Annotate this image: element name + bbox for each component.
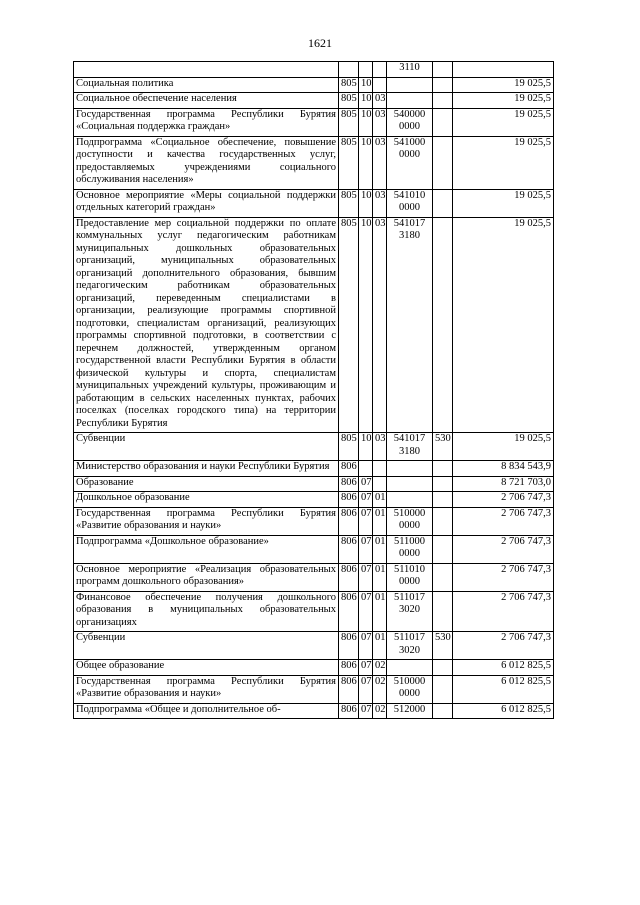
ministry-code-cell: 806 [339,507,359,535]
target-article-cell: 510000 0000 [387,675,433,703]
section-code-cell: 10 [359,217,373,433]
row-name-cell: Государственная программа Республики Бурятия «Развитие образования и науки» [74,675,339,703]
row-name-cell: Основное мероприятие «Меры социальной поддержки отдельных категорий граждан» [74,189,339,217]
row-name-cell: Образование [74,476,339,492]
table-row [74,93,554,109]
expense-type-cell [433,563,453,591]
subsection-code-cell: 01 [373,563,387,591]
subsection-code-cell: 02 [373,660,387,676]
ministry-code-cell: 806 [339,535,359,563]
subsection-code-cell: 02 [373,703,387,719]
target-article-cell: 541000 0000 [387,136,433,189]
section-code-cell: 07 [359,591,373,632]
target-article-cell: 541010 0000 [387,189,433,217]
target-article-cell [387,476,433,492]
amount-cell: 8 834 543,9 [453,461,554,477]
subsection-code-cell [373,77,387,93]
expense-type-cell: 530 [433,632,453,660]
table-row [74,189,554,217]
table-row [74,433,554,461]
amount-cell: 19 025,5 [453,77,554,93]
section-code-cell: 10 [359,108,373,136]
amount-cell: 19 025,5 [453,217,554,433]
subsection-code-cell [373,62,387,78]
section-code-cell: 07 [359,675,373,703]
section-code-cell: 10 [359,433,373,461]
row-name-cell: Подпрограмма «Социальное обеспечение, повышение доступности и качества государственных услуг, предоставляемых учреждениями социального обслуживания населения» [74,136,339,189]
section-code-cell: 07 [359,507,373,535]
amount-cell: 8 721 703,0 [453,476,554,492]
amount-cell: 2 706 747,3 [453,632,554,660]
ministry-code-cell: 806 [339,476,359,492]
table-body [74,62,554,719]
row-name-cell [74,62,339,78]
subsection-code-cell: 03 [373,93,387,109]
amount-cell: 6 012 825,5 [453,660,554,676]
table-row [74,461,554,477]
target-article-cell: 541017 3180 [387,433,433,461]
subsection-code-cell: 01 [373,535,387,563]
subsection-code-cell [373,461,387,477]
row-name-cell: Основное мероприятие «Реализация образовательных программ дошкольного образования» [74,563,339,591]
expense-type-cell [433,703,453,719]
target-article-cell: 541017 3180 [387,217,433,433]
section-code-cell [359,461,373,477]
target-article-cell [387,492,433,508]
target-article-cell: 511017 3020 [387,632,433,660]
ministry-code-cell: 806 [339,492,359,508]
amount-cell: 2 706 747,3 [453,591,554,632]
section-code-cell: 07 [359,535,373,563]
expense-type-cell [433,217,453,433]
amount-cell [453,62,554,78]
section-code-cell: 10 [359,136,373,189]
section-code-cell [359,62,373,78]
target-article-cell [387,93,433,109]
expense-type-cell [433,507,453,535]
row-name-cell: Подпрограмма «Общее и дополнительное об- [74,703,339,719]
table-row [74,703,554,719]
section-code-cell: 10 [359,189,373,217]
table-row [74,476,554,492]
amount-cell: 6 012 825,5 [453,703,554,719]
target-article-cell: 511000 0000 [387,535,433,563]
table-row [74,632,554,660]
table-row [74,507,554,535]
budget-table [73,61,554,719]
ministry-code-cell: 805 [339,77,359,93]
row-name-cell: Социальная политика [74,77,339,93]
target-article-cell [387,461,433,477]
amount-cell: 19 025,5 [453,108,554,136]
expense-type-cell [433,492,453,508]
expense-type-cell [433,675,453,703]
target-article-cell: 540000 0000 [387,108,433,136]
expense-type-cell: 530 [433,433,453,461]
subsection-code-cell: 03 [373,108,387,136]
target-article-cell: 3110 [387,62,433,78]
subsection-code-cell [373,476,387,492]
row-name-cell: Государственная программа Республики Бурятия «Развитие образования и науки» [74,507,339,535]
ministry-code-cell: 806 [339,461,359,477]
page-number: 1621 [308,36,332,50]
table-row [74,675,554,703]
table-row [74,108,554,136]
table-row [74,563,554,591]
subsection-code-cell: 02 [373,675,387,703]
row-name-cell: Государственная программа Республики Бурятия «Социальная поддержка граждан» [74,108,339,136]
ministry-code-cell: 805 [339,217,359,433]
target-article-cell: 510000 0000 [387,507,433,535]
row-name-cell: Социальное обеспечение населения [74,93,339,109]
amount-cell: 2 706 747,3 [453,492,554,508]
amount-cell: 19 025,5 [453,433,554,461]
subsection-code-cell: 03 [373,217,387,433]
amount-cell: 2 706 747,3 [453,563,554,591]
ministry-code-cell: 805 [339,136,359,189]
expense-type-cell [433,660,453,676]
section-code-cell: 07 [359,703,373,719]
table-row [74,591,554,632]
ministry-code-cell: 805 [339,93,359,109]
expense-type-cell [433,93,453,109]
ministry-code-cell: 805 [339,108,359,136]
target-article-cell [387,77,433,93]
amount-cell: 19 025,5 [453,136,554,189]
target-article-cell: 512000 [387,703,433,719]
expense-type-cell [433,461,453,477]
expense-type-cell [433,62,453,78]
expense-type-cell [433,108,453,136]
expense-type-cell [433,189,453,217]
section-code-cell: 07 [359,632,373,660]
table-row [74,62,554,78]
target-article-cell: 511010 0000 [387,563,433,591]
table-row [74,77,554,93]
target-article-cell [387,660,433,676]
ministry-code-cell: 806 [339,563,359,591]
ministry-code-cell: 805 [339,433,359,461]
table-row [74,217,554,433]
expense-type-cell [433,77,453,93]
subsection-code-cell: 01 [373,492,387,508]
subsection-code-cell: 03 [373,136,387,189]
section-code-cell: 07 [359,563,373,591]
row-name-cell: Предоставление мер социальной поддержки по оплате коммунальных услуг педагогическим работникам муниципальных дошкольных образовательных организаций, муниципальных образовательных организаций дополнительного образования, бывшим педагогическим работникам образовательных организаций, переведенным специалистами в организации, реализующие программы спортивной подготовки, специалистам организаций, реализующих программы спортивной подготовки, в соответствии с перечнем должностей, утвержденным органом государственной власти Республики Бурятия в области физической культуры и спорта, специалистам муниципальных учреждений культуры, проживающим и работающим в сельских населенных пунктах, рабочих поселках (поселках городского типа) на территории Республики Бурятия [74,217,339,433]
section-code-cell: 10 [359,93,373,109]
ministry-code-cell: 806 [339,632,359,660]
row-name-cell: Субвенции [74,433,339,461]
ministry-code-cell: 806 [339,591,359,632]
section-code-cell: 07 [359,476,373,492]
section-code-cell: 07 [359,660,373,676]
subsection-code-cell: 01 [373,591,387,632]
table-row [74,660,554,676]
ministry-code-cell: 805 [339,189,359,217]
expense-type-cell [433,591,453,632]
section-code-cell: 10 [359,77,373,93]
amount-cell: 19 025,5 [453,93,554,109]
row-name-cell: Министерство образования и науки Республики Бурятия [74,461,339,477]
target-article-cell: 511017 3020 [387,591,433,632]
row-name-cell: Финансовое обеспечение получения дошкольного образования в муниципальных образовательных организациях [74,591,339,632]
table-row [74,492,554,508]
table-row [74,136,554,189]
amount-cell: 6 012 825,5 [453,675,554,703]
expense-type-cell [433,476,453,492]
amount-cell: 2 706 747,3 [453,507,554,535]
table-row [74,535,554,563]
section-code-cell: 07 [359,492,373,508]
amount-cell: 2 706 747,3 [453,535,554,563]
row-name-cell: Дошкольное образование [74,492,339,508]
subsection-code-cell: 03 [373,433,387,461]
subsection-code-cell: 01 [373,507,387,535]
amount-cell: 19 025,5 [453,189,554,217]
ministry-code-cell: 806 [339,703,359,719]
ministry-code-cell: 806 [339,675,359,703]
row-name-cell: Подпрограмма «Дошкольное образование» [74,535,339,563]
row-name-cell: Субвенции [74,632,339,660]
subsection-code-cell: 01 [373,632,387,660]
ministry-code-cell [339,62,359,78]
row-name-cell: Общее образование [74,660,339,676]
expense-type-cell [433,535,453,563]
expense-type-cell [433,136,453,189]
subsection-code-cell: 03 [373,189,387,217]
ministry-code-cell: 806 [339,660,359,676]
